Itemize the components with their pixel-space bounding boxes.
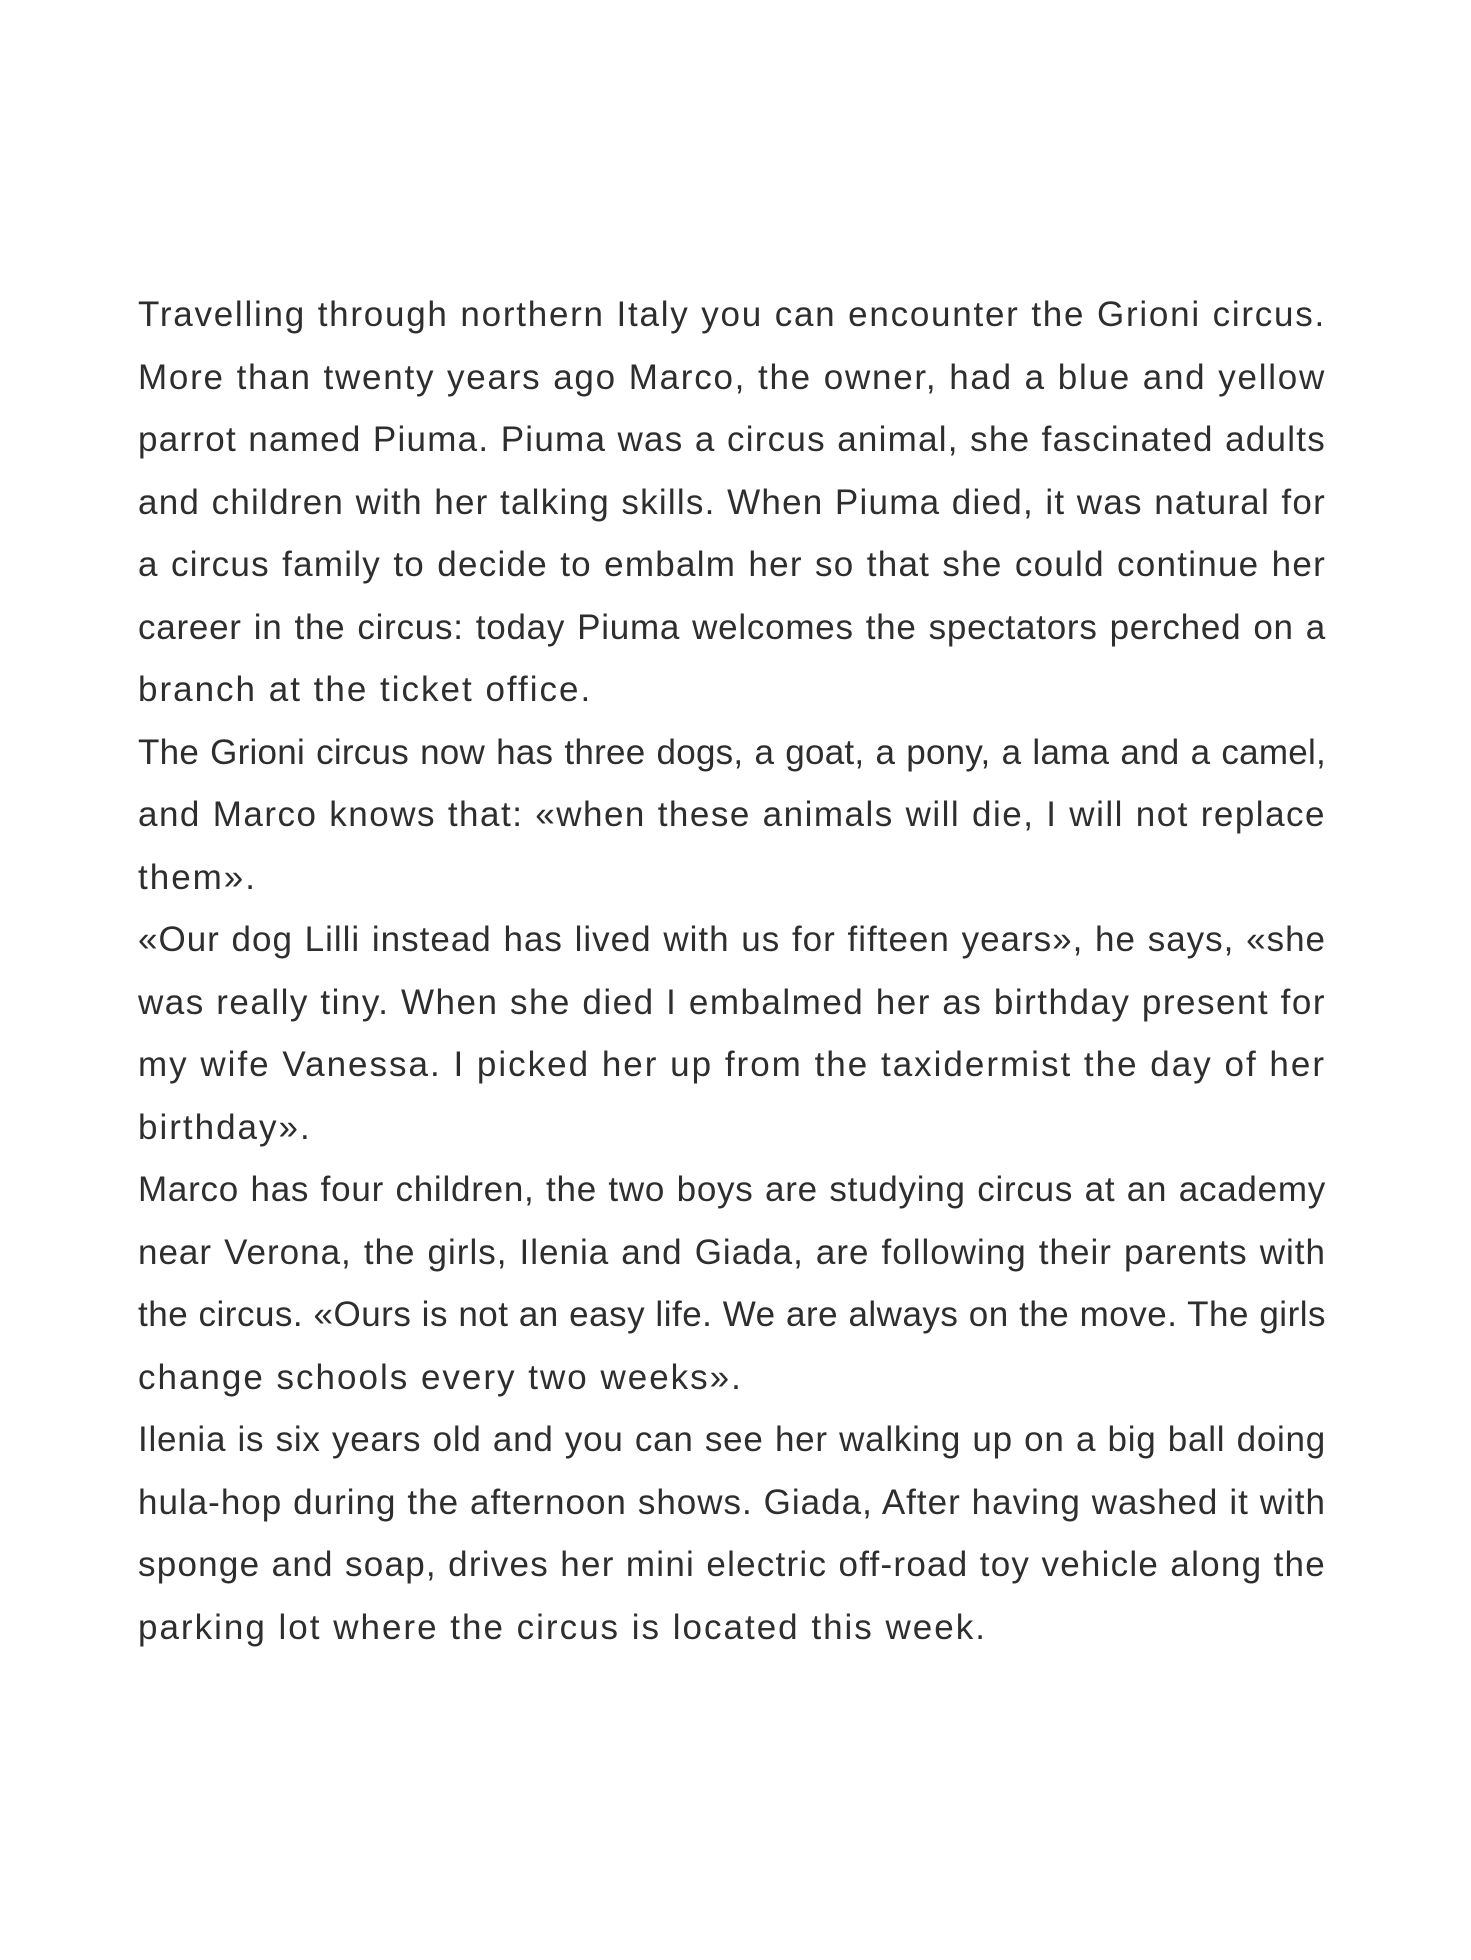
text-line: and children with her talking skills. When Piuma died, it was natural for [138,482,1326,522]
text-line: parking lot where the circus is located this week. [138,1607,987,1647]
text-line: near Verona, the girls, Ilenia and Giada, are following their parents with [138,1232,1326,1272]
text-line: sponge and soap, drives her mini electric off-road toy vehicle along the [138,1545,1326,1584]
text-line: career in the circus: today Piuma welcomes the spectators perched on a [138,607,1326,647]
text-line: was really tiny. When she died I embalmed her as birthday present for [138,982,1326,1022]
text-line: my wife Vanessa. I picked her up from the taxidermist the day of her [138,1045,1326,1084]
text-line: change schools every two weeks». [138,1357,743,1397]
text-line: a circus family to decide to embalm her so that she could continue her [138,545,1326,584]
text-line: hula-hop during the afternoon shows. Giada, After having washed it with [138,1482,1326,1522]
body-text [138,284,1326,1659]
text-line: More than twenty years ago Marco, the owner, had a blue and yellow [138,357,1326,397]
text-line: Marco has four children, the two boys are studying circus at an academy [138,1170,1326,1209]
text-line: Travelling through northern Italy you can encounter the Grioni circus. [138,295,1326,334]
text-line: them». [138,857,257,897]
text-line: birthday». [138,1107,312,1147]
text-line: the circus. «Ours is not an easy life. We are always on the move. The girls [138,1295,1326,1334]
text-line: Ilenia is six years old and you can see her walking up on a big ball doing [138,1420,1326,1459]
text-line: The Grioni circus now has three dogs, a goat, a pony, a lama and a camel, [138,732,1326,772]
text-line: and Marco knows that: «when these animals will die, I will not replace [138,795,1326,834]
text-line: branch at the ticket office. [138,670,593,709]
text-line: parrot named Piuma. Piuma was a circus animal, she fascinated adults [138,420,1326,459]
text-line: «Our dog Lilli instead has lived with us for fifteen years», he says, «she [138,920,1326,959]
